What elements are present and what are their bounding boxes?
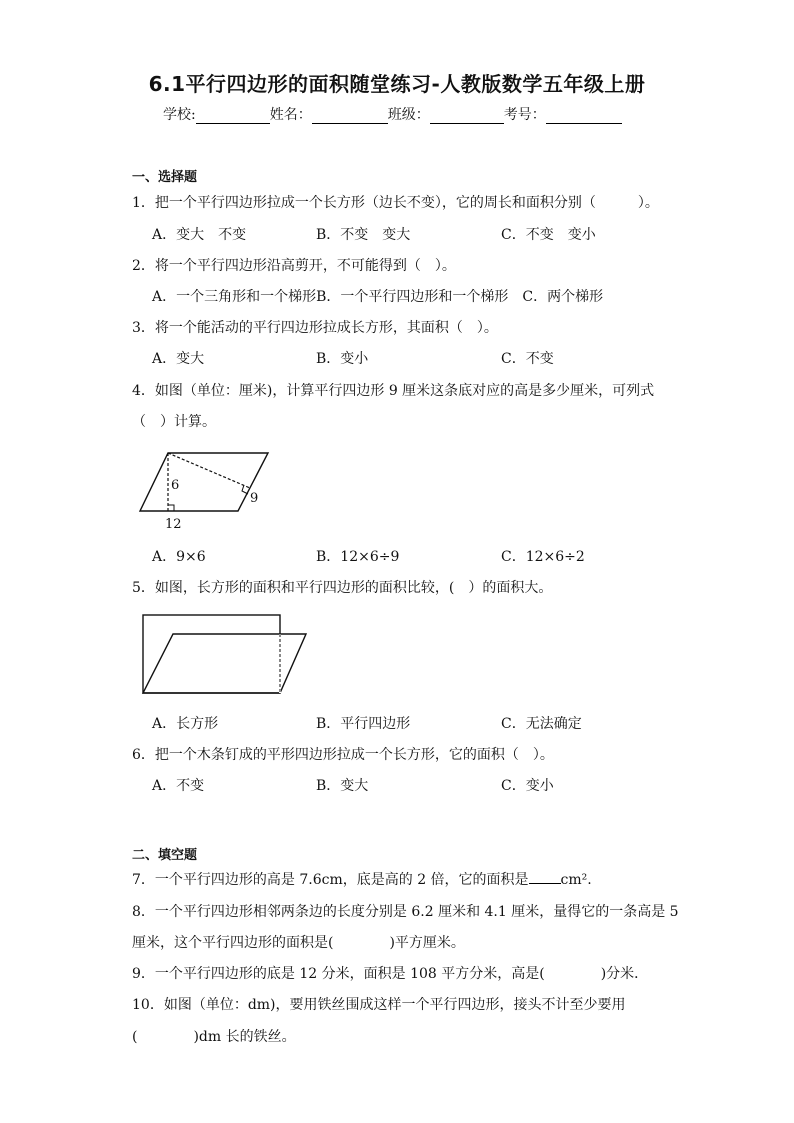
option-a-b-c[interactable]: A．一个三角形和一个梯形B．一个平行四边形和一个梯形 C．两个梯形 <box>152 289 604 305</box>
class-label: 班级： <box>387 107 430 123</box>
option-b[interactable]: B．平行四边形 <box>316 716 411 732</box>
question-7-blank[interactable] <box>529 871 561 884</box>
option-b[interactable]: B．变大 <box>316 778 369 794</box>
option-b[interactable]: B．12×6÷9 <box>316 549 400 565</box>
name-label: 姓名： <box>269 107 312 123</box>
height-to-side-line <box>168 453 250 488</box>
option-a[interactable]: A．不变 <box>152 778 205 794</box>
option-a[interactable]: A．变大 不变 <box>152 227 247 243</box>
option-b[interactable]: B．不变 变大 <box>316 227 411 243</box>
right-angle-mark-base <box>168 505 174 511</box>
question-7-part-b: cm². <box>560 872 592 888</box>
question-1-text: 1．把一个平行四边形拉成一个长方形（边长不变），它的周长和面积分别（ ）。 <box>132 195 659 211</box>
school-label: 学校: <box>163 107 196 123</box>
school-field[interactable] <box>196 107 270 124</box>
parallelogram-shape <box>140 453 268 511</box>
section-fill-title: 二、填空题 <box>132 848 198 863</box>
question-8-text: 8．一个平行四边形相邻两条边的长度分别是 6.2 厘米和 4.1 厘米，量得它的一条高是 5 <box>132 904 679 920</box>
option-c[interactable]: C．12×6÷2 <box>501 549 585 565</box>
label-base: 12 <box>165 517 182 532</box>
option-c[interactable]: C．不变 变小 <box>501 227 596 243</box>
question-4-text: 4．如图（单位：厘米)，计算平行四边形 9 厘米这条底对应的高是多少厘米，可列式 <box>132 383 655 399</box>
class-field[interactable] <box>430 107 504 124</box>
parallelogram-shape <box>143 634 306 693</box>
question-6-text: 6．把一个木条钉成的平形四边形拉成一个长方形，它的面积（ ）。 <box>132 747 554 763</box>
number-field[interactable] <box>546 107 622 124</box>
question-2-text: 2．将一个平行四边形沿高剪开，不可能得到（ ）。 <box>132 258 456 274</box>
name-field[interactable] <box>312 107 388 124</box>
option-a[interactable]: A．长方形 <box>152 716 219 732</box>
question-10-text: 10．如图（单位：dm)，要用铁丝围成这样一个平行四边形，接头不计至少要用 <box>132 997 626 1013</box>
number-label: 考号： <box>503 107 546 123</box>
option-a[interactable]: A．9×6 <box>152 549 206 565</box>
question-8-text-cont: 厘米，这个平行四边形的面积是( )平方厘米。 <box>132 935 465 951</box>
section-choice-title: 一、选择题 <box>132 170 198 185</box>
question-9-text: 9．一个平行四边形的底是 12 分米，面积是 108 平方分米，高是( )分米． <box>132 966 649 982</box>
question-5-text: 5．如图，长方形的面积和平行四边形的面积比较，( ）的面积大。 <box>132 580 553 596</box>
option-c[interactable]: C．变小 <box>501 778 554 794</box>
option-c[interactable]: C．不变 <box>501 351 554 367</box>
label-height: 6 <box>171 478 180 493</box>
question-4-text-cont: （ ）计算。 <box>132 414 216 430</box>
option-b[interactable]: B．变小 <box>316 351 369 367</box>
label-side: 9 <box>250 491 259 506</box>
page-title: 6.1平行四边形的面积随堂练习-人教版数学五年级上册 <box>148 72 646 96</box>
question-10-text-cont: ( )dm 长的铁丝。 <box>132 1029 296 1045</box>
option-a[interactable]: A．变大 <box>152 351 205 367</box>
question-3-text: 3．将一个能活动的平行四边形拉成长方形，其面积（ ）。 <box>132 320 498 336</box>
parallelogram-figure-q4 <box>130 445 280 535</box>
question-7-part-a: 7．一个平行四边形的高是 7.6cm，底是高的 2 倍，它的面积是 <box>132 872 529 888</box>
student-info-row <box>163 104 622 124</box>
rectangle-parallelogram-figure-q5 <box>130 605 315 705</box>
option-c[interactable]: C．无法确定 <box>501 716 582 732</box>
question-7-text <box>132 869 592 889</box>
